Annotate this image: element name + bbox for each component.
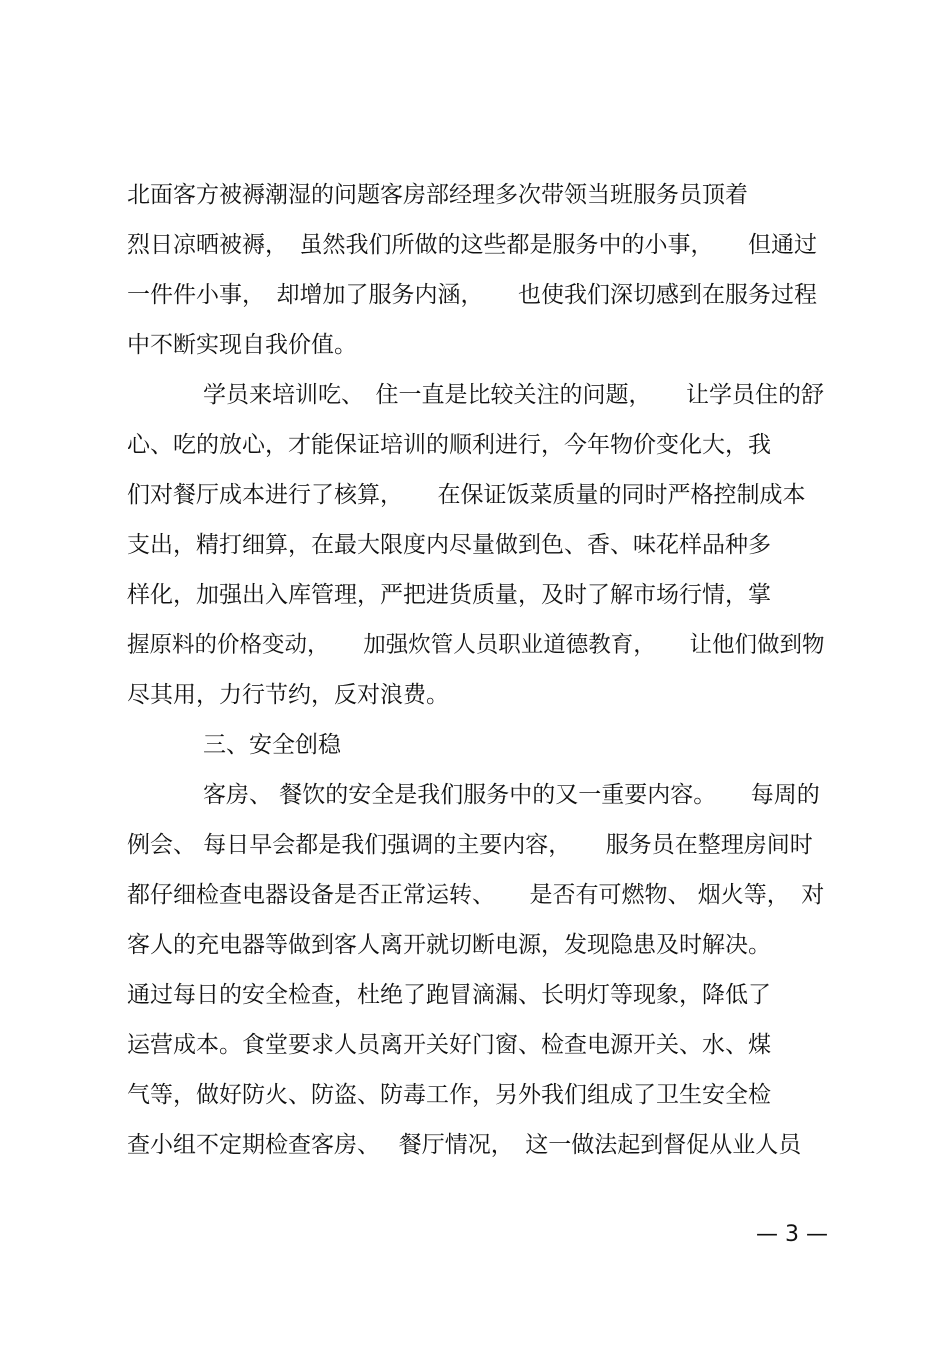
text-line-18: 运营成本。食堂要求人员离开关好门窗、检查电源开关、水、煤: [127, 1032, 771, 1058]
text-line-17: 通过每日的安全检查，杜绝了跑冒滴漏、长明灯等现象，降低了: [127, 982, 771, 1008]
text-line-11: 尽其用，力行节约，反对浪费。: [127, 682, 449, 708]
text-line-14: 例会、 每日早会都是我们强调的主要内容， 服务员在整理房间时: [127, 832, 813, 858]
text-line-19: 气等，做好防火、防盗、防毒工作，另外我们组成了卫生安全检: [127, 1082, 771, 1108]
text-line-4: 中不断实现自我价值。: [127, 332, 357, 358]
text-line-3: 一件件小事， 却增加了服务内涵， 也使我们深切感到在服务过程: [127, 282, 817, 308]
text-line-13: 客房、 餐饮的安全是我们服务中的又一重要内容。 每周的: [203, 782, 820, 808]
text-line-1: 北面客方被褥潮湿的问题客房部经理多次带领当班服务员顶着: [127, 182, 748, 208]
text-line-8: 支出，精打细算，在最大限度内尽量做到色、香、味花样品种多: [127, 532, 771, 558]
page-number: — 3 —: [756, 1222, 828, 1247]
text-line-5: 学员来培训吃、 住一直是比较关注的问题， 让学员住的舒: [203, 382, 824, 408]
text-line-15: 都仔细检查电器设备是否正常运转、 是否有可燃物、 烟火等， 对: [127, 882, 825, 908]
text-line-2: 烈日凉晒被褥， 虽然我们所做的这些都是服务中的小事， 但通过: [127, 232, 817, 258]
text-line-6: 心、吃的放心，才能保证培训的顺利进行，今年物价变化大，我: [127, 432, 771, 458]
text-line-10: 握原料的价格变动， 加强炊管人员职业道德教育， 让他们做到物: [127, 632, 825, 658]
text-line-9: 样化，加强出入库管理，严把进货质量，及时了解市场行情，掌: [127, 582, 771, 608]
section-heading: 三、安全创稳: [203, 732, 341, 758]
text-line-20: 查小组不定期检查客房、 餐厅情况， 这一做法起到督促从业人员: [127, 1132, 802, 1158]
text-line-7: 们对餐厅成本进行了核算， 在保证饭菜质量的同时严格控制成本: [127, 482, 806, 508]
text-line-16: 客人的充电器等做到客人离开就切断电源，发现隐患及时解决。: [127, 932, 771, 958]
